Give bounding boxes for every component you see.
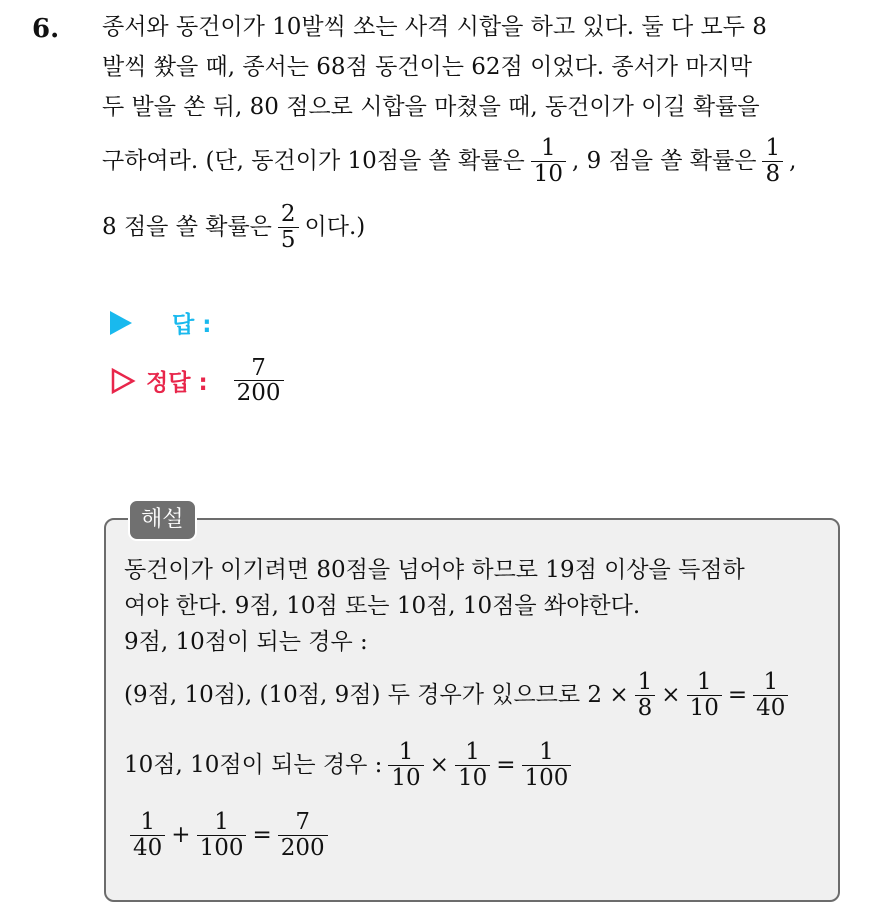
fraction-numerator: 1 xyxy=(214,809,229,836)
problem-text: 이다.) xyxy=(304,214,366,240)
fraction-numerator: 7 xyxy=(251,355,266,381)
solution-fraction xyxy=(278,810,328,859)
fraction-numerator: 1 xyxy=(539,739,554,766)
fraction-denominator: 8 xyxy=(762,161,783,186)
problem-line: 두 발을 쏜 뒤, 80 점으로 시합을 마쳤을 때, 동건이가 이길 확률을 xyxy=(102,94,760,120)
solution-line: 동건이가 이기려면 80점을 넘어야 하므로 19점 이상을 득점하 xyxy=(124,557,745,583)
outline-triangle-icon xyxy=(110,367,136,395)
correct-answer-label: 정답 : xyxy=(146,370,208,397)
solution-text: 10점, 10점이 되는 경우 : xyxy=(124,752,383,778)
fraction-numerator: 1 xyxy=(541,135,556,162)
equals-sign: = xyxy=(252,822,272,848)
solution-fraction xyxy=(455,740,490,789)
fraction-denominator: 10 xyxy=(531,161,566,186)
solution-fraction xyxy=(753,670,788,719)
times-sign: × xyxy=(429,752,449,778)
fraction-numerator: 2 xyxy=(280,201,296,228)
fraction-denominator: 10 xyxy=(687,695,722,720)
solution-fraction xyxy=(635,670,656,719)
fraction-numerator: 1 xyxy=(765,135,781,162)
correct-answer-fraction xyxy=(234,356,284,405)
fraction-numerator: 1 xyxy=(763,669,779,696)
solution-text: (9점, 10점), (10점, 9점) 두 경우가 있으므로 2 × xyxy=(124,682,629,708)
fraction-numerator: 1 xyxy=(140,809,155,836)
problem-line: 종서와 동건이가 10발씩 쏘는 사격 시합을 하고 있다. 둘 다 모두 8 xyxy=(102,14,767,40)
solution-fraction xyxy=(130,810,165,859)
solution-fraction xyxy=(197,810,247,859)
fraction-denominator: 10 xyxy=(455,765,490,790)
fraction-denominator: 200 xyxy=(278,835,328,860)
solution-fraction xyxy=(687,670,722,719)
fraction-denominator: 40 xyxy=(753,695,788,720)
answer-label: 답 : xyxy=(172,312,212,338)
fraction-denominator: 10 xyxy=(388,765,423,790)
answer-row xyxy=(110,306,211,339)
problem-statement xyxy=(102,8,862,260)
solution-line xyxy=(124,730,830,800)
problem-line xyxy=(102,128,862,194)
solution-body xyxy=(124,552,830,870)
fraction-denominator: 8 xyxy=(635,695,656,720)
solution-line: 9점, 10점이 되는 경우 : xyxy=(124,629,368,655)
fraction-numerator: 1 xyxy=(637,669,653,696)
prob-9-fraction xyxy=(762,136,783,185)
fraction-numerator: 1 xyxy=(696,669,712,696)
problem-text: 구하여라. (단, 동건이가 10점을 쏠 확률은 xyxy=(102,148,525,174)
solution-tag: 해설 xyxy=(128,499,197,541)
fraction-numerator: 7 xyxy=(295,809,311,836)
solution-fraction xyxy=(388,740,423,789)
question-number: 6. xyxy=(32,14,60,44)
fraction-numerator: 1 xyxy=(465,739,480,766)
fraction-denominator: 5 xyxy=(278,227,299,252)
fraction-numerator: 1 xyxy=(398,739,414,766)
fraction-denominator: 100 xyxy=(197,835,247,860)
plus-sign: + xyxy=(171,822,191,848)
problem-line xyxy=(102,194,862,260)
solution-line xyxy=(124,660,830,730)
fraction-denominator: 200 xyxy=(234,380,284,405)
equals-sign: = xyxy=(727,682,748,708)
problem-text: 8 점을 쏠 확률은 xyxy=(102,214,272,240)
prob-10-fraction xyxy=(531,136,566,185)
solution-line xyxy=(124,800,830,870)
problem-text: , 9 점을 쏠 확률은 xyxy=(571,148,757,174)
equals-sign: = xyxy=(496,752,516,778)
problem-line: 발씩 쐈을 때, 종서는 68점 동건이는 62점 이었다. 종서가 마지막 xyxy=(102,54,752,80)
problem-text: , xyxy=(789,148,797,174)
solution-fraction xyxy=(522,740,572,789)
prob-8-fraction xyxy=(278,202,299,251)
correct-answer-row xyxy=(110,356,290,405)
fraction-denominator: 100 xyxy=(522,765,572,790)
fraction-denominator: 40 xyxy=(130,835,165,860)
solution-line: 여야 한다. 9점, 10점 또는 10점, 10점을 쏴야한다. xyxy=(124,593,641,619)
times-sign: × xyxy=(661,682,681,708)
play-triangle-icon xyxy=(110,311,132,335)
